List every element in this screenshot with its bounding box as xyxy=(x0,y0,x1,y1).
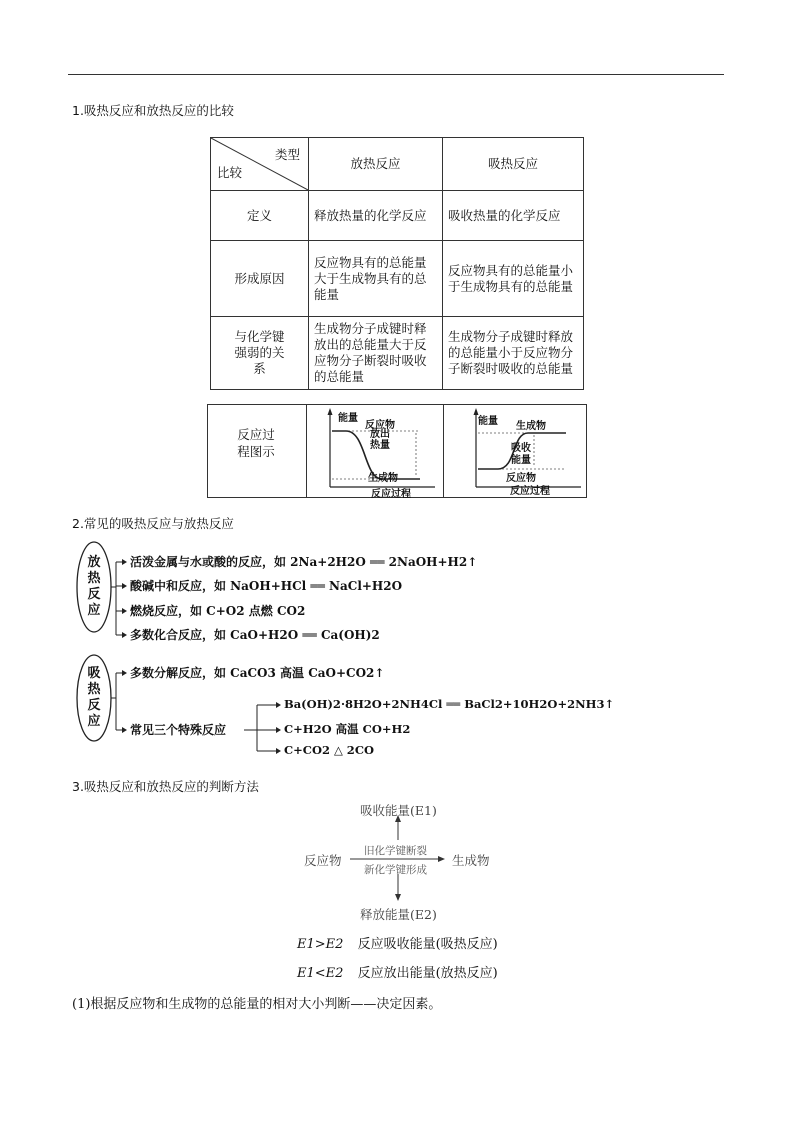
comparison-1-relation: E1>E2 xyxy=(297,937,344,952)
cell-endo-definition: 吸收热量的化学反应 xyxy=(443,191,584,241)
section2-heading: 2.常见的吸热反应与放热反应 xyxy=(72,516,234,531)
exo-item-combination: 多数化合反应，如 CaO+H2O ══ Ca(OH)2 xyxy=(130,628,380,642)
bond-form-label: 新化学键形成 xyxy=(364,864,427,876)
comparison-table xyxy=(210,137,584,390)
endo-node: 吸热反应 xyxy=(87,666,101,729)
exo-item-metal: 活泼金属与水或酸的反应，如 2Na+2H2O ══ 2NaOH+H2↑ xyxy=(130,555,478,569)
product-label: 生成物 xyxy=(452,853,490,868)
cell-endo-cause: 反应物具有的总能量小于生成物具有的总能量 xyxy=(443,241,584,317)
special-reaction-1: Ba(OH)2·8H2O+2NH4Cl ══ BaCl2+10H2O+2NH3↑ xyxy=(284,697,615,711)
corner-type-label: 类型 xyxy=(274,147,300,162)
endo-item-special: 常见三个特殊反应 xyxy=(130,723,227,737)
exo-delta-label: 放出热量 xyxy=(370,429,390,451)
reactant-label: 反应物 xyxy=(304,853,342,868)
cell-endo-bond: 生成物分子成键时释放的总能量小于反应物分子断裂时吸收的总能量 xyxy=(443,317,584,390)
endo-delta-label: 吸收能量 xyxy=(511,443,531,466)
endo-top-label: 生成物 xyxy=(516,421,546,432)
col-header-exo: 放热反应 xyxy=(309,138,443,191)
corner-compare-label: 比较 xyxy=(217,165,243,180)
row-label-bond: 与化学键强弱的关系 xyxy=(211,317,309,390)
comparison-line-1 xyxy=(297,933,498,952)
energy-diagram-box xyxy=(207,404,587,498)
exo-item-combustion: 燃烧反应，如 C+O2 点燃 CO2 xyxy=(130,604,306,618)
release-energy-label: 释放能量(E2) xyxy=(360,907,437,922)
row-label-cause: 形成原因 xyxy=(211,241,309,317)
col-header-endo: 吸热反应 xyxy=(443,138,584,191)
exo-x-label: 反应过程 xyxy=(371,489,411,500)
section3-heading: 3.吸热反应和放热反应的判断方法 xyxy=(72,779,259,794)
special-reaction-3: C+CO2 △ 2CO xyxy=(284,743,374,757)
header-rule xyxy=(68,74,724,75)
bond-energy-diagram xyxy=(300,798,500,924)
cell-exo-cause: 反应物具有的总能量大于生成物具有的总能量 xyxy=(309,241,443,317)
exo-node: 放热反应 xyxy=(87,555,101,618)
exo-y-label: 能量 xyxy=(338,413,358,424)
bond-break-label: 旧化学键断裂 xyxy=(364,845,427,857)
reaction-tree xyxy=(72,540,615,757)
cell-exo-bond: 生成物分子成键时释放出的总能量大于反应物分子断裂时吸收的总能量 xyxy=(309,317,443,390)
comparison-2-relation: E1<E2 xyxy=(297,966,344,981)
box-divider xyxy=(306,405,307,497)
section1-heading: 1.吸热反应和放热反应的比较 xyxy=(72,103,234,118)
box-divider xyxy=(443,405,444,497)
comparison-1-text: 反应吸收能量(吸热反应) xyxy=(357,937,498,952)
exo-item-neutralization: 酸碱中和反应，如 NaOH+HCl ══ NaCl+H2O xyxy=(130,579,403,593)
corner-diagonal xyxy=(211,138,308,190)
row-label-definition: 定义 xyxy=(211,191,309,241)
endo-item-decomposition: 多数分解反应，如 CaCO3 高温 CaO+CO2↑ xyxy=(130,666,385,680)
comparison-2-text: 反应放出能量(放热反应) xyxy=(357,966,498,981)
exo-top-label: 反应物 xyxy=(365,420,395,431)
table-corner xyxy=(211,138,309,191)
judgement-note: (1)根据反应物和生成物的总能量的相对大小判断——决定因素。 xyxy=(72,997,442,1012)
comparison-line-2 xyxy=(297,962,498,981)
exo-bottom-label: 生成物 xyxy=(368,473,398,484)
cell-exo-definition: 释放热量的化学反应 xyxy=(309,191,443,241)
process-label: 反应过程图示 xyxy=(237,427,275,459)
special-reaction-2: C+H2O 高温 CO+H2 xyxy=(284,722,411,736)
endo-bottom-label: 反应物 xyxy=(506,473,536,484)
absorb-energy-label: 吸收能量(E1) xyxy=(360,803,437,818)
endo-y-label: 能量 xyxy=(478,416,498,427)
endo-x-label: 反应过程 xyxy=(510,486,550,497)
